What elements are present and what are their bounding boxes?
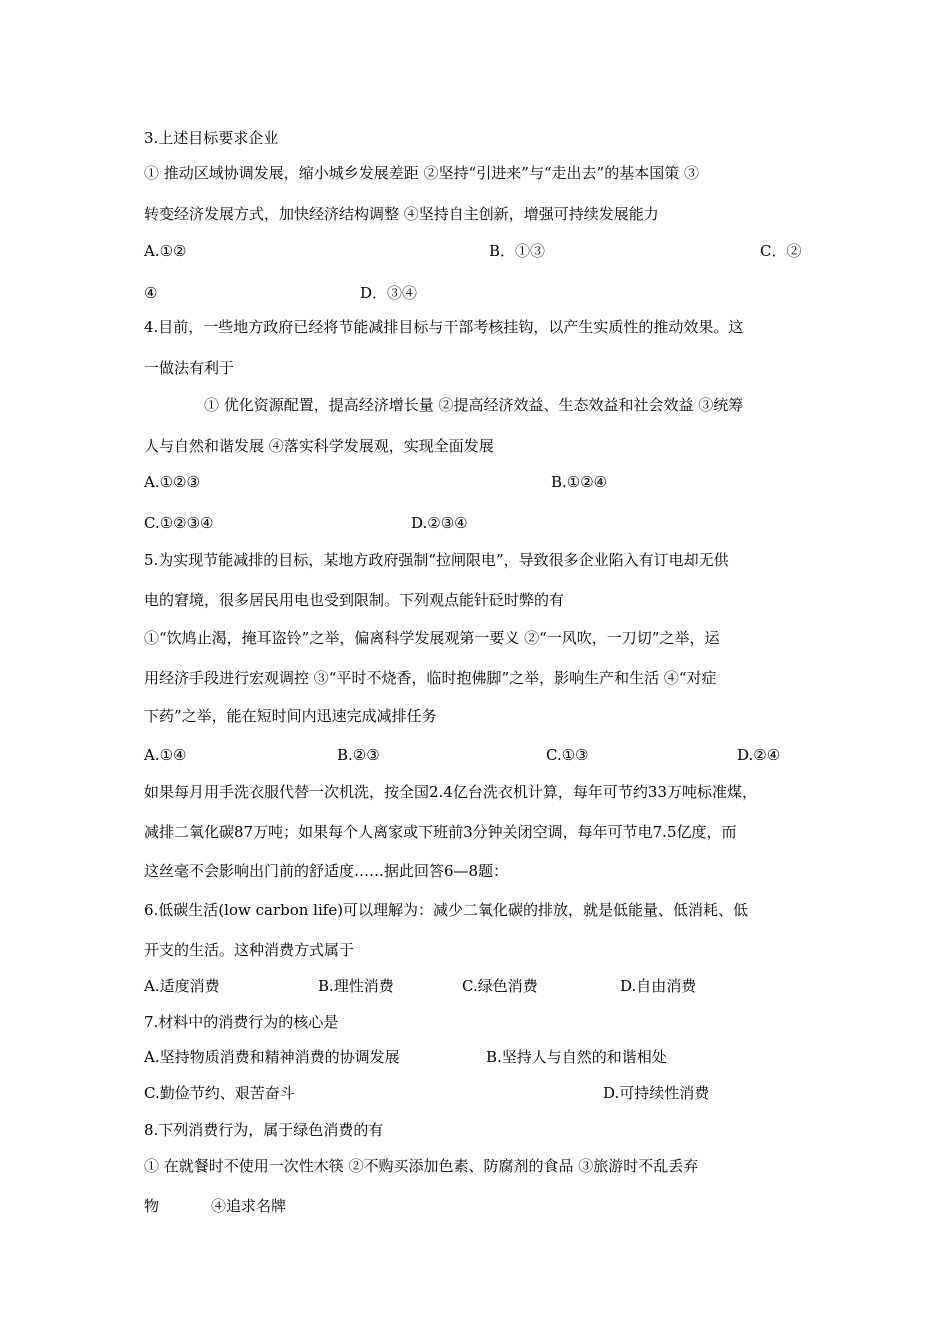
q3-statements-line1: ① 推动区域协调发展，缩小城乡发展差距 ②坚持“引进来”与“走出去”的基本国策 ③ (144, 164, 699, 182)
q6-option-c: C.绿色消费 (462, 977, 538, 995)
q4-option-c: C.①②③④ (144, 514, 214, 532)
q5-option-d: D.②④ (737, 746, 781, 764)
q3-option-a: A.①② (144, 242, 187, 260)
q5-statements-line1: ①“饮鸠止渴，掩耳盗铃”之举，偏离科学发展观第一要义 ②“一风吹，一刀切”之举，运 (144, 629, 720, 647)
q3-option-b: B．①③ (489, 242, 546, 260)
q6-stem-line1: 6.低碳生活(low carbon life)可以理解为：减少二氧化碳的排放，就是低能量、低消耗、低 (144, 901, 749, 919)
q7-option-b: B.坚持人与自然的和谐相处 (486, 1048, 667, 1066)
q7-option-c: C.勤俭节约、艰苦奋斗 (144, 1084, 295, 1102)
q4-stem-line1: 4.目前，一些地方政府已经将节能减排目标与干部考核挂钩，以产生实质性的推动效果。这 (144, 318, 744, 336)
material-line2: 减排二氧化碳87万吨；如果每个人离家或下班前3分钟关闭空调，每年可节电7.5亿度，而 (144, 823, 737, 841)
q6-option-d: D.自由消费 (620, 977, 697, 995)
q3-option-d: D．③④ (360, 284, 418, 302)
q4-stem-line2: 一做法有利于 (144, 359, 235, 377)
q3-stem: 3.上述目标要求企业 (144, 129, 279, 147)
q7-option-d: D.可持续性消费 (603, 1084, 710, 1102)
q7-stem: 7.材料中的消费行为的核心是 (144, 1013, 339, 1031)
q5-statements-line2: 用经济手段进行宏观调控 ③“平时不烧香，临时抱佛脚”之举，影响生产和生活 ④“对症 (144, 669, 717, 687)
q5-stem-line2: 电的窘境，很多居民用电也受到限制。下列观点能针砭时弊的有 (144, 591, 565, 609)
q4-option-d: D.②③④ (411, 514, 468, 532)
q8-statements-line1: ① 在就餐时不使用一次性木筷 ②不购买添加色素、防腐剂的食品 ③旅游时不乱丢弃 (144, 1157, 699, 1175)
q5-option-c: C.①③ (546, 746, 589, 764)
material-line1: 如果每月用手洗衣服代替一次机洗，按全国2.4亿台洗衣机计算，每年可节约33万吨标准煤， (144, 783, 757, 801)
q8-stem: 8.下列消费行为，属于绿色消费的有 (144, 1121, 384, 1139)
q5-stem-line1: 5.为实现节能减排的目标，某地方政府强制“拉闸限电”，导致很多企业陷入有订电却无供 (144, 551, 729, 569)
q4-option-a: A.①②③ (144, 473, 200, 491)
q4-statements-line1: ① 优化资源配置，提高经济增长量 ②提高经济效益、生态效益和社会效益 ③统筹 (204, 396, 744, 414)
q3-option-c-continued: ④ (144, 284, 158, 302)
q6-stem-line2: 开支的生活。这种消费方式属于 (144, 941, 355, 959)
q5-statements-line3: 下药”之举，能在短时间内迅速完成减排任务 (144, 707, 437, 725)
q4-option-b: B.①②④ (551, 473, 608, 491)
q8-statements-line2-start: 物 (144, 1197, 160, 1215)
q6-option-b: B.理性消费 (318, 977, 394, 995)
q7-option-a: A.坚持物质消费和精神消费的协调发展 (144, 1048, 400, 1066)
q3-option-c: C．② (760, 242, 802, 260)
q8-statements-line2-item4: ④追求名牌 (211, 1197, 287, 1215)
q5-option-b: B.②③ (337, 746, 380, 764)
q6-option-a: A.适度消费 (144, 977, 220, 995)
material-line3: 这丝毫不会影响出门前的舒适度……据此回答6—8题： (144, 862, 509, 880)
q4-statements-line2: 人与自然和谐发展 ④落实科学发展观，实现全面发展 (144, 437, 494, 455)
q3-statements-line2: 转变经济发展方式，加快经济结构调整 ④坚持自主创新，增强可持续发展能力 (144, 205, 659, 223)
q5-option-a: A.①④ (144, 746, 187, 764)
